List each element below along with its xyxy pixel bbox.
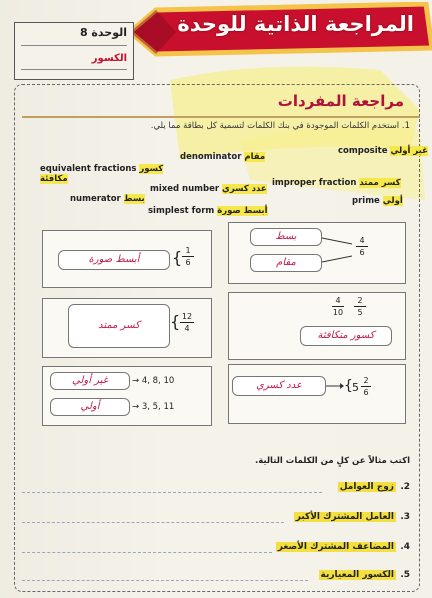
- term-ar: غير أولي: [390, 146, 428, 156]
- divider: [21, 69, 127, 70]
- answer-field[interactable]: غير أولي: [50, 372, 130, 390]
- fraction-denominator: 10: [332, 308, 344, 317]
- number-list: → 4, 8, 10: [132, 376, 175, 386]
- brace-icon: {: [170, 312, 181, 331]
- term-equivalent: [40, 164, 170, 184]
- fraction-numerator: 2: [363, 376, 369, 385]
- question-number: 5.: [400, 570, 410, 580]
- term-en: mixed number: [150, 184, 220, 194]
- term-ar: مقام: [244, 152, 266, 162]
- banner-title: المراجعة الذاتية للوحدة: [177, 12, 414, 36]
- fraction-numerator: 2: [357, 296, 363, 305]
- arrow-icon: [324, 376, 344, 396]
- answer-line[interactable]: [22, 522, 284, 523]
- term-ar: كسور مكافئة: [40, 164, 164, 184]
- fraction-denominator: 6: [359, 248, 365, 257]
- fraction: [180, 312, 194, 333]
- arrows: [320, 232, 360, 272]
- term-en: denominator: [180, 152, 242, 162]
- term-ar: بسط: [123, 194, 145, 204]
- fraction-numerator: 4: [335, 296, 341, 305]
- term-simplest: [148, 206, 268, 216]
- term-numerator: [70, 194, 145, 204]
- fraction-denominator: 6: [185, 258, 191, 267]
- question-term: الكسور المعيارية: [320, 570, 394, 580]
- question-number: 2.: [400, 482, 410, 492]
- answer-line[interactable]: [22, 552, 272, 553]
- section-title: مراجعة المفردات: [277, 92, 404, 110]
- unit-box: [14, 22, 134, 80]
- divider: [21, 45, 127, 46]
- answer-field[interactable]: بسط: [250, 228, 322, 246]
- mixed-whole: 5: [352, 381, 359, 394]
- answer-field[interactable]: مقام: [250, 254, 322, 272]
- term-en: numerator: [70, 194, 121, 204]
- term-en: simplest form: [148, 206, 215, 216]
- term-mixed: [150, 184, 267, 194]
- answer-line[interactable]: [22, 492, 322, 493]
- answer-field[interactable]: عدد كسري: [232, 376, 326, 396]
- answer-field[interactable]: أولي: [50, 398, 130, 416]
- fraction-denominator: 4: [184, 324, 190, 333]
- number-list-values: 4, 8, 10: [141, 376, 175, 386]
- term-en: prime: [352, 196, 380, 206]
- question-term: زوج العوامل: [339, 482, 394, 492]
- answer-field[interactable]: كسر ممتد: [68, 304, 170, 348]
- term-en: equivalent fractions: [40, 164, 137, 174]
- fraction: [356, 236, 368, 257]
- fraction: [361, 376, 371, 397]
- unit-name: الكسور: [91, 53, 127, 64]
- term-ar: أولي: [382, 196, 403, 206]
- question-number: 4.: [400, 542, 410, 552]
- question-1-text: 1. استخدم الكلمات الموجودة في بنك الكلمات لتسمية كل بطاقة مما يلي.: [150, 121, 410, 131]
- term-en: composite: [338, 146, 388, 156]
- term-improper: [272, 178, 401, 188]
- term-ar: كسر ممتد: [359, 178, 401, 188]
- fraction: [332, 296, 344, 317]
- number-list: → 3, 5, 11: [132, 402, 175, 412]
- section-rule: [22, 116, 420, 118]
- answer-field[interactable]: كسور متكافئة: [300, 326, 392, 346]
- question-term: العامل المشترك الأكبر: [295, 512, 394, 522]
- term-composite: [338, 146, 428, 156]
- fraction-numerator: 1: [185, 246, 191, 255]
- fraction-numerator: 4: [359, 236, 365, 245]
- term-ar: أبسط صورة: [217, 206, 268, 216]
- brace-icon: {: [172, 248, 183, 267]
- term-ar: عدد كسري: [222, 184, 267, 194]
- term-en: improper fraction: [272, 178, 357, 188]
- question-number: 3.: [400, 512, 410, 522]
- fraction: [354, 296, 366, 317]
- answer-line[interactable]: [22, 580, 308, 581]
- answer-field[interactable]: أبسط صورة: [58, 250, 170, 270]
- examples-instruction: اكتب مثالاً عن كلٍ من الكلمات التالية.: [255, 456, 410, 466]
- number-list-values: 3, 5, 11: [141, 402, 175, 412]
- fraction-numerator: 12: [181, 312, 193, 321]
- fraction: [182, 246, 194, 267]
- unit-label: الوحدة 8: [79, 26, 127, 39]
- question-term: المضاعف المشترك الأصغر: [277, 542, 394, 552]
- fraction-denominator: 6: [363, 388, 369, 397]
- fraction-denominator: 5: [357, 308, 363, 317]
- term-denominator: [180, 152, 265, 162]
- brace-icon: {: [344, 378, 353, 394]
- term-prime: [352, 196, 403, 206]
